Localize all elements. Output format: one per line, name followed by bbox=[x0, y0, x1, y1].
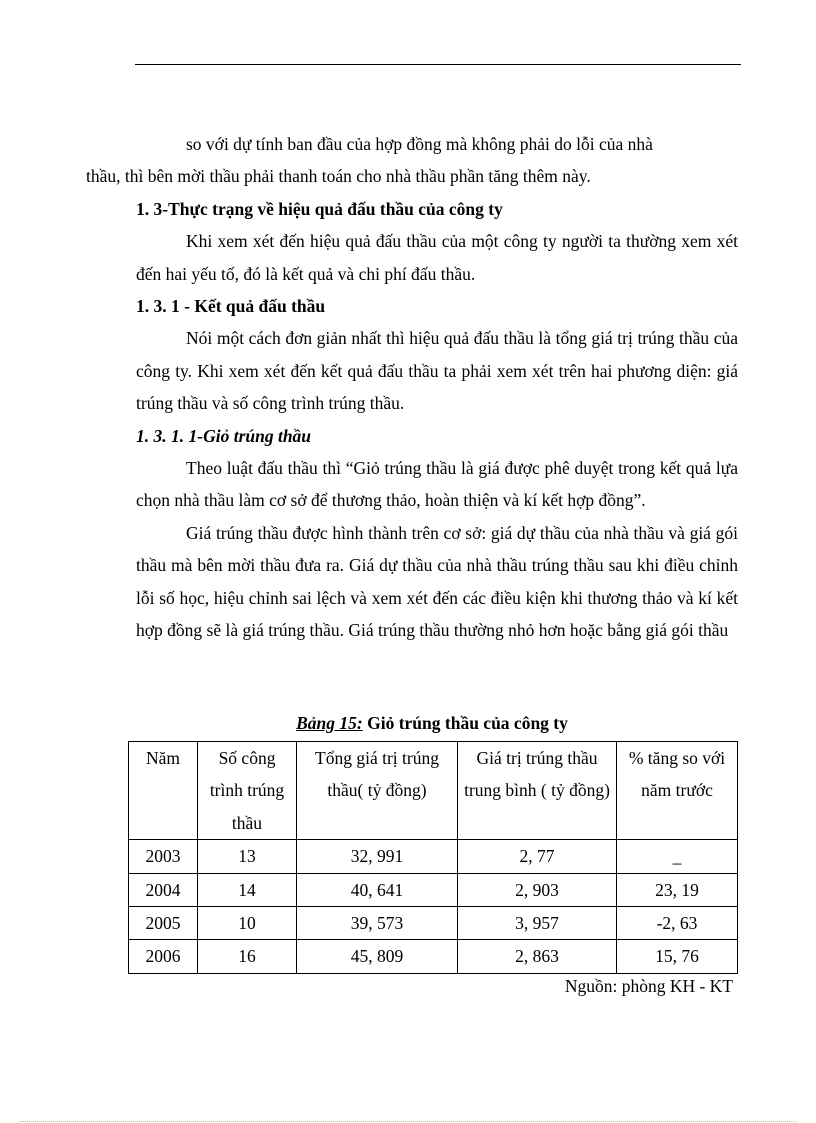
cell-total-value: 40, 641 bbox=[297, 873, 458, 906]
cell-percent-change: -2, 63 bbox=[617, 907, 738, 940]
cell-total-value: 39, 573 bbox=[297, 907, 458, 940]
cell-project-count: 10 bbox=[198, 907, 297, 940]
table-row bbox=[129, 940, 738, 973]
table-row bbox=[129, 907, 738, 940]
header-project-count: Số công trình trúng thầu bbox=[198, 742, 297, 840]
section-heading-1-3-1-1: 1. 3. 1. 1-Giỏ trúng thầu bbox=[136, 425, 312, 446]
paragraph-efficiency: Khi xem xét đến hiệu quả đấu thầu của một công ty người ta thường xem xét đến hai yếu tố, đó là kết quả và chi phí đấu thầu. bbox=[136, 231, 738, 284]
paragraph-law-definition: Theo luật đấu thầu thì “Giỏ trúng thầu là giá được phê duyệt trong kết quả lựa chọn nhà thầu làm cơ sở để thương thảo, hoàn thiện và kí kết hợp đồng”. bbox=[136, 458, 738, 511]
table-row bbox=[129, 840, 738, 873]
cell-year: 2004 bbox=[129, 873, 198, 906]
header-percent-change: % tăng so với năm trước bbox=[617, 742, 738, 840]
table-caption-label: Bảng 15: bbox=[296, 713, 363, 733]
table-source: Nguồn: phòng KH - KT bbox=[564, 976, 733, 996]
cell-percent-change: 15, 76 bbox=[617, 940, 738, 973]
paragraph-winning-price: Giá trúng thầu được hình thành trên cơ sở: giá dự thầu của nhà thầu và giá gói thầu mà bên mời thầu đưa ra. Giá dự thầu của nhà thầu trúng thầu sau khi điều chỉnh lỗi số học, hiệu chỉnh sai lệch và xem xét đến các điều kiện khi thương thảo và kí kết hợp đồng sẽ là giá trúng thầu. Giá trúng thầu thường nhỏ hơn hoặc bằng giá gói thầu bbox=[136, 522, 738, 641]
header-total-value: Tổng giá trị trúng thầu( tỷ đồng) bbox=[297, 742, 458, 840]
body-text bbox=[86, 128, 738, 647]
cell-percent-change: _ bbox=[617, 840, 738, 873]
header-average-value: Giá trị trúng thầu trung bình ( tỷ đồng) bbox=[458, 742, 617, 840]
cell-total-value: 45, 809 bbox=[297, 940, 458, 973]
cell-average-value: 2, 903 bbox=[458, 873, 617, 906]
cell-year: 2003 bbox=[129, 840, 198, 873]
header-rule bbox=[135, 64, 741, 65]
cell-year: 2005 bbox=[129, 907, 198, 940]
table-caption-title: Giỏ trúng thầu của công ty bbox=[362, 713, 568, 733]
cell-project-count: 16 bbox=[198, 940, 297, 973]
paragraph-continuation-line2: thầu, thì bên mời thầu phải thanh toán cho nhà thầu phần tăng thêm này. bbox=[86, 166, 591, 187]
paragraph-continuation bbox=[86, 128, 738, 193]
cell-project-count: 14 bbox=[198, 873, 297, 906]
section-heading-1-3-1: 1. 3. 1 - Kết quả đấu thầu bbox=[136, 296, 326, 317]
table-header-row bbox=[129, 742, 738, 840]
paragraph-results: Nói một cách đơn giản nhất thì hiệu quả đấu thầu là tổng giá trị trúng thầu của công ty. Khi xem xét đến kết quả đấu thầu ta phải xem xét trên hai phương diện: giá trúng thầu và số công trình trúng thầu. bbox=[136, 328, 738, 414]
page-bottom-border bbox=[20, 1121, 796, 1122]
cell-percent-change: 23, 19 bbox=[617, 873, 738, 906]
cell-total-value: 32, 991 bbox=[297, 840, 458, 873]
cell-year: 2006 bbox=[129, 940, 198, 973]
cell-average-value: 2, 863 bbox=[458, 940, 617, 973]
table-caption bbox=[128, 708, 736, 738]
header-year: Năm bbox=[129, 742, 198, 840]
cell-project-count: 13 bbox=[198, 840, 297, 873]
table-row bbox=[129, 873, 738, 906]
paragraph-continuation-line1: so với dự tính ban đầu của hợp đồng mà không phải do lỗi của nhà bbox=[186, 134, 653, 154]
cell-average-value: 3, 957 bbox=[458, 907, 617, 940]
cell-average-value: 2, 77 bbox=[458, 840, 617, 873]
section-heading-1-3: 1. 3-Thực trạng về hiệu quả đấu thầu của công ty bbox=[136, 198, 503, 219]
winning-bid-table bbox=[128, 741, 738, 974]
